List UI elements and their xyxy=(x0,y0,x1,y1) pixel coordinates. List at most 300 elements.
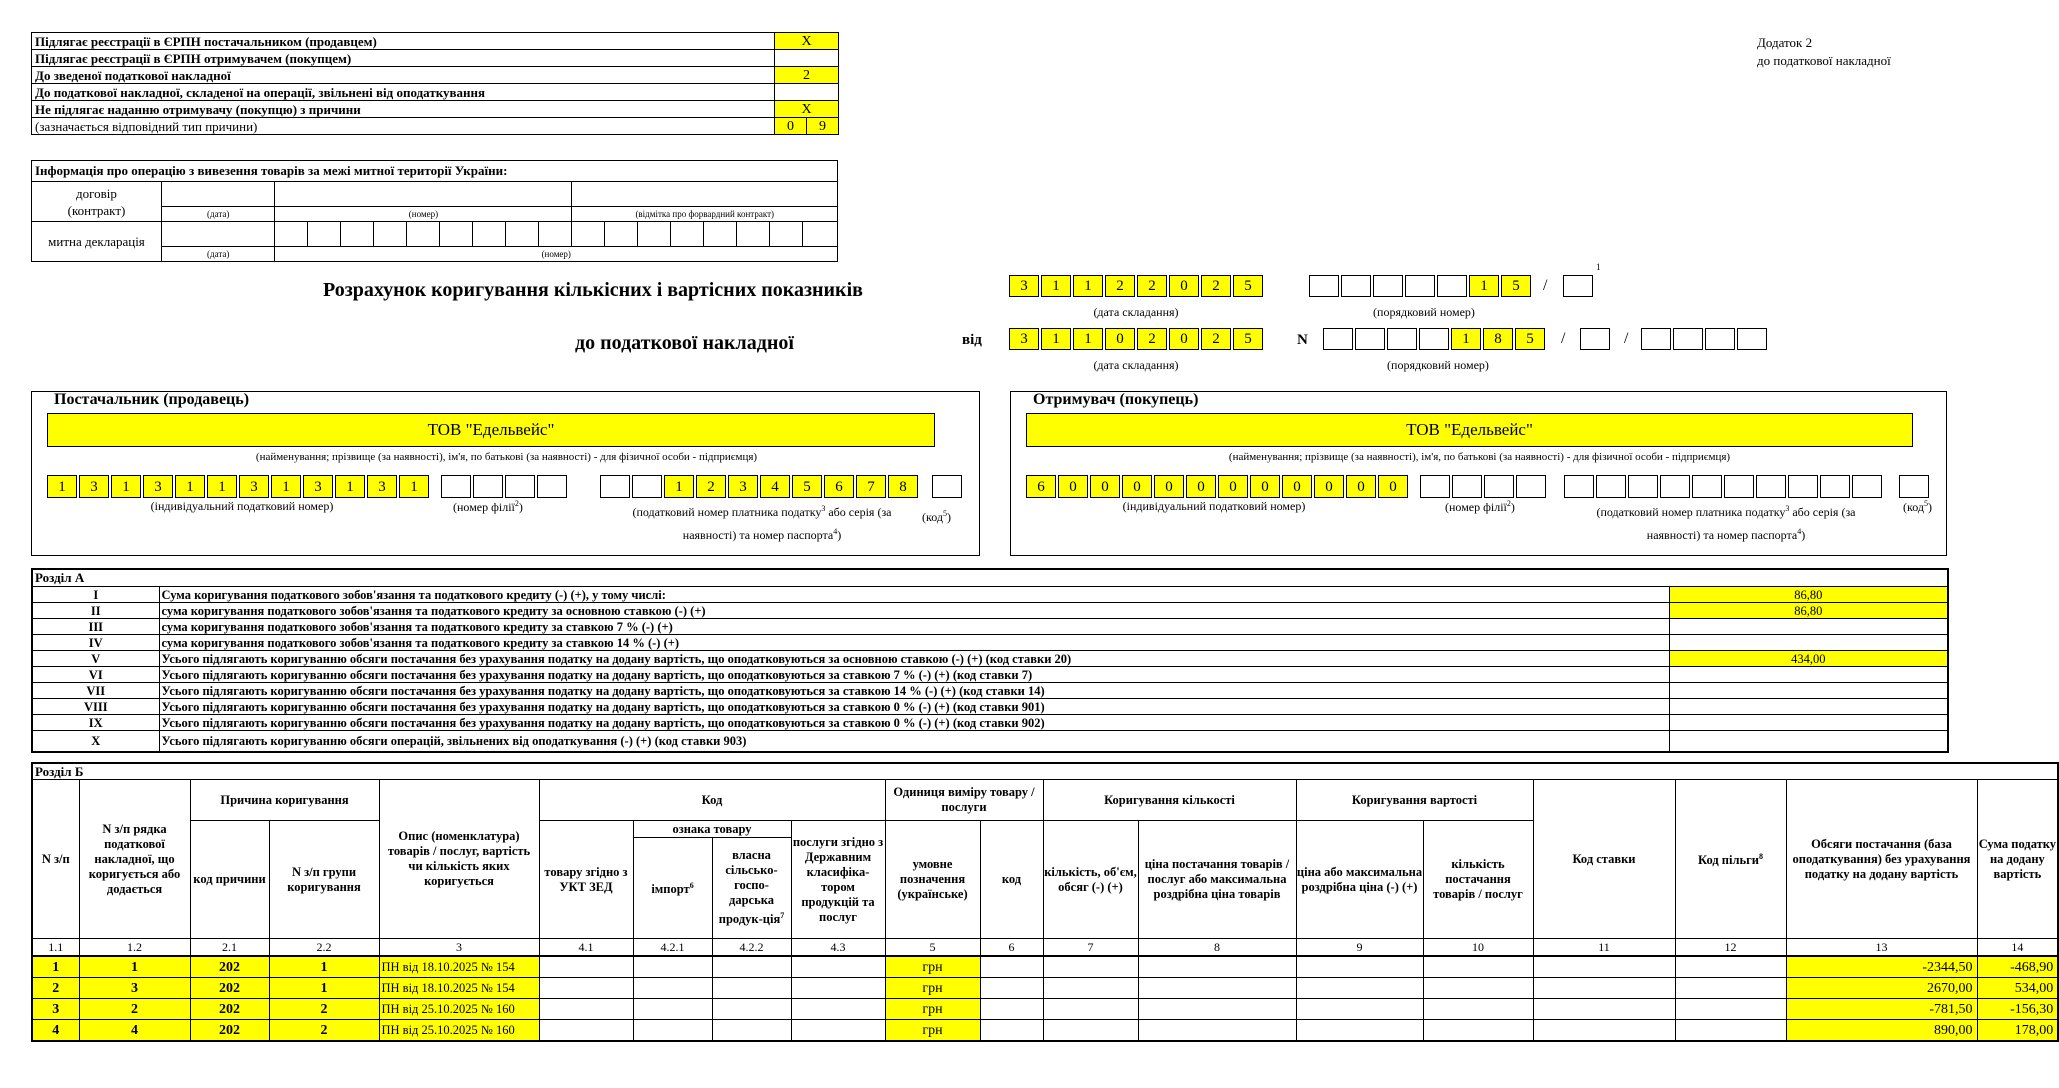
table-row xyxy=(32,999,2058,1020)
digit-box[interactable] xyxy=(1323,328,1353,350)
digit-box[interactable]: 0 xyxy=(1169,328,1199,350)
section-b-table xyxy=(31,762,2059,1042)
digit-box[interactable]: 3 xyxy=(1009,275,1039,297)
section-a-row-number: VII xyxy=(32,683,159,699)
supplier-ipn-boxes[interactable] xyxy=(47,475,431,498)
invoice-number-caption: (порядковий номер) xyxy=(1387,358,1489,372)
cell-empty[interactable] xyxy=(1533,978,1675,999)
digit-box[interactable]: 6 xyxy=(1026,475,1056,498)
cell-base[interactable]: 2670,00 xyxy=(1786,978,1977,999)
cell-empty[interactable] xyxy=(1423,999,1533,1020)
digit-box[interactable]: 2 xyxy=(1137,328,1167,350)
digit-box[interactable]: 3 xyxy=(79,475,109,498)
cell-empty[interactable] xyxy=(1043,999,1138,1020)
buyer-taxid-caption: (податковий номер платника податку$^3$ або серія (за наявності) та номер паспорта$^4$) xyxy=(1596,504,1856,542)
digit-box[interactable]: 1 xyxy=(1469,275,1499,297)
superscript-1: 1 xyxy=(1596,262,1601,272)
cell-vat[interactable]: -156,30 xyxy=(1977,999,2058,1020)
digit-box[interactable]: 5 xyxy=(1501,275,1531,297)
digit-box[interactable] xyxy=(1419,328,1449,350)
supplier-code-box[interactable] xyxy=(932,475,962,498)
digit-box[interactable] xyxy=(632,475,662,498)
section-a-row-number: X xyxy=(32,731,159,753)
digit-box[interactable]: 1 xyxy=(47,475,77,498)
col-h6: код xyxy=(980,821,1043,939)
cell-base[interactable]: 890,00 xyxy=(1786,1020,1977,1042)
col-h4-3: послуги згідно з Державним класифіка-тором продукцій та послуг xyxy=(791,821,885,939)
digit-box[interactable]: 1 xyxy=(1041,275,1071,297)
col-h1-2: N з/п рядка податкової накладної, що коригується або додається xyxy=(79,780,190,939)
invoice-number-boxes[interactable] xyxy=(1323,328,1547,350)
digit-box[interactable]: 2 xyxy=(1137,275,1167,297)
section-a-row-text: сума коригування податкового зобов'язання та податкового кредиту за ставкою 7 % (-) (+) xyxy=(159,619,1669,635)
section-a-row-value[interactable] xyxy=(1669,635,1948,651)
cell-n[interactable]: 4 xyxy=(32,1020,79,1042)
registration-label: Не підлягає наданню отримувачу (покупцю) з причини xyxy=(32,101,775,118)
cell-unit[interactable]: грн xyxy=(885,999,980,1020)
digit-box[interactable]: 5 xyxy=(792,475,822,498)
col-h7-8: Коригування кількості xyxy=(1043,780,1296,821)
digit-box[interactable]: 1 xyxy=(271,475,301,498)
registration-label: До податкової накладної, складеної на операції, звільнені від оподаткування xyxy=(32,84,775,101)
document-subtitle: до податкової накладної xyxy=(575,332,794,354)
registration-row xyxy=(32,84,839,101)
section-a-row-value[interactable] xyxy=(1669,619,1948,635)
cell-code[interactable]: 202 xyxy=(190,978,269,999)
cell-code[interactable]: 202 xyxy=(190,1020,269,1042)
cell-empty[interactable] xyxy=(633,1020,712,1042)
reason-code-digit[interactable]: 9 xyxy=(807,118,839,135)
column-number: 4.2.2 xyxy=(712,939,791,957)
invoice-suffix-box-1[interactable] xyxy=(1580,328,1610,350)
registration-value[interactable]: 2 xyxy=(775,67,839,84)
cell-empty[interactable] xyxy=(980,999,1043,1020)
registration-value[interactable] xyxy=(775,84,839,101)
col-h5-6: Одиниця виміру товару / послуги xyxy=(885,780,1043,821)
digit-box[interactable]: 0 xyxy=(1250,475,1280,498)
cell-empty[interactable] xyxy=(1533,1020,1675,1042)
digit-box[interactable]: 3 xyxy=(728,475,758,498)
digit-box[interactable] xyxy=(1756,475,1786,498)
cell-n[interactable]: 3 xyxy=(32,999,79,1020)
digit-box[interactable]: 1 xyxy=(111,475,141,498)
cell-empty[interactable] xyxy=(1296,1020,1423,1042)
digit-box[interactable]: 0 xyxy=(1105,328,1135,350)
digit-box[interactable]: 1 xyxy=(1041,328,1071,350)
reason-row xyxy=(32,118,839,135)
column-number: 10 xyxy=(1423,939,1533,957)
cell-empty[interactable] xyxy=(633,978,712,999)
column-number: 12 xyxy=(1675,939,1786,957)
cell-unit[interactable]: грн xyxy=(885,978,980,999)
cell-empty[interactable] xyxy=(1675,956,1786,978)
col-h9: ціна або максимальна роздрібна ціна (-) (+) xyxy=(1296,821,1423,939)
registration-label: До зведеної податкової накладної xyxy=(32,67,775,84)
buyer-name[interactable]: ТОВ "Едельвейс" xyxy=(1026,413,1913,447)
col-h2-2: N з/п групи коригування xyxy=(269,821,379,939)
section-a-row xyxy=(32,715,1948,731)
digit-box[interactable] xyxy=(1387,328,1417,350)
calc-number-suffix-box[interactable] xyxy=(1563,275,1593,297)
digit-box[interactable] xyxy=(1564,475,1594,498)
section-a-row xyxy=(32,667,1948,683)
col-h5: умовне позначення (українське) xyxy=(885,821,980,939)
contract-number-caption: (номер) xyxy=(275,207,572,222)
cell-base[interactable]: -2344,50 xyxy=(1786,956,1977,978)
supplier-branch-caption: (номер філії$^2$) xyxy=(453,499,523,514)
contract-number-field[interactable] xyxy=(275,182,572,207)
section-a-row-text: Усього підлягають коригуванню обсяги постачання без урахування податку на додану вартість, що оподатковуються за ставкою 14 % (-) (+) (код ставки 14) xyxy=(159,683,1669,699)
cell-line[interactable]: 3 xyxy=(79,978,190,999)
digit-box[interactable]: 1 xyxy=(207,475,237,498)
registration-row xyxy=(32,50,839,67)
digit-box[interactable]: 2 xyxy=(1105,275,1135,297)
cell-desc[interactable]: ПН від 18.10.2025 № 154 xyxy=(379,956,539,978)
digit-box[interactable] xyxy=(1405,275,1435,297)
cell-n[interactable]: 2 xyxy=(32,978,79,999)
cell-empty[interactable] xyxy=(712,999,791,1020)
digit-box[interactable]: 3 xyxy=(239,475,269,498)
cell-line[interactable]: 4 xyxy=(79,1020,190,1042)
cell-empty[interactable] xyxy=(791,956,885,978)
column-number: 2.1 xyxy=(190,939,269,957)
cell-empty[interactable] xyxy=(1138,999,1296,1020)
digit-box[interactable]: 1 xyxy=(399,475,429,498)
cell-empty[interactable] xyxy=(712,978,791,999)
col-h2: Причина коригування xyxy=(190,780,379,821)
cell-empty[interactable] xyxy=(1043,1020,1138,1042)
calc-number-boxes[interactable] xyxy=(1309,275,1533,297)
digit-box[interactable]: 0 xyxy=(1169,275,1199,297)
cell-empty[interactable] xyxy=(712,1020,791,1042)
digit-box[interactable]: 0 xyxy=(1122,475,1152,498)
digit-box[interactable] xyxy=(1596,475,1626,498)
digit-box[interactable]: 3 xyxy=(143,475,173,498)
section-a-row-text: Усього підлягають коригуванню обсяги постачання без урахування податку на додану вартість, що оподатковуються за основною ставкою (-) (+) (код ставки 20) xyxy=(159,651,1669,667)
contract-date-field[interactable] xyxy=(161,182,274,207)
registration-value[interactable]: X xyxy=(775,33,839,50)
customs-date-field[interactable] xyxy=(161,222,274,247)
digit-box[interactable]: 2 xyxy=(1201,328,1231,350)
section-a-row-number: VI xyxy=(32,667,159,683)
cell-empty[interactable] xyxy=(1138,1020,1296,1042)
section-a-row-value[interactable]: 86,80 xyxy=(1669,603,1948,619)
digit-box[interactable]: 4 xyxy=(760,475,790,498)
col-h4-2-2: власна сільсько-госпо-дарська продук-ція$^7$ xyxy=(712,838,791,939)
calc-date-boxes[interactable] xyxy=(1009,275,1265,297)
digit-box[interactable]: 5 xyxy=(1233,275,1263,297)
reason-note: (зазначається відповідний тип причини) xyxy=(32,118,775,135)
column-number: 2.2 xyxy=(269,939,379,957)
buyer-branch-boxes[interactable] xyxy=(1420,475,1548,498)
calc-slash: / xyxy=(1543,277,1548,294)
col-h4: Код xyxy=(539,780,885,821)
supplier-name-caption: (найменування; прізвище (за наявності), ім'я, по батькові (за наявності) - для фізичної особи - підприємця) xyxy=(255,451,758,463)
digit-box[interactable] xyxy=(600,475,630,498)
cell-empty[interactable] xyxy=(1296,978,1423,999)
digit-box[interactable]: 2 xyxy=(696,475,726,498)
col-h7: кількість, об'єм, обсяг (-) (+) xyxy=(1043,821,1138,939)
digit-box[interactable] xyxy=(1341,275,1371,297)
section-a-row xyxy=(32,635,1948,651)
col-h3: Опис (номенклатура) товарів / послуг, вартість чи кількість яких коригується xyxy=(379,780,539,939)
cell-empty[interactable] xyxy=(1423,978,1533,999)
col-h14: Сума податку на додану вартість xyxy=(1977,780,2058,939)
cell-base[interactable]: -781,50 xyxy=(1786,999,1977,1020)
cell-group[interactable]: 1 xyxy=(269,956,379,978)
cell-empty[interactable] xyxy=(1675,999,1786,1020)
column-number: 14 xyxy=(1977,939,2058,957)
invoice-date-boxes[interactable] xyxy=(1009,328,1265,350)
supplier-name[interactable]: ТОВ "Едельвейс" xyxy=(47,413,935,447)
cell-empty[interactable] xyxy=(1423,1020,1533,1042)
invoice-suffix-boxes-2[interactable] xyxy=(1641,328,1769,350)
digit-box[interactable]: 0 xyxy=(1218,475,1248,498)
digit-box[interactable]: 5 xyxy=(1233,328,1263,350)
digit-box[interactable] xyxy=(1852,475,1882,498)
digit-box[interactable] xyxy=(1660,475,1690,498)
digit-box[interactable] xyxy=(1628,475,1658,498)
buyer-ipn-caption: (індивідуальний податковий номер) xyxy=(1122,499,1306,513)
cell-empty[interactable] xyxy=(712,956,791,978)
cell-empty[interactable] xyxy=(980,978,1043,999)
cell-empty[interactable] xyxy=(980,956,1043,978)
registration-value[interactable]: X xyxy=(775,101,839,118)
cell-desc[interactable]: ПН від 25.10.2025 № 160 xyxy=(379,1020,539,1042)
supplier-block xyxy=(31,391,980,556)
digit-box[interactable] xyxy=(1309,275,1339,297)
appendix-note xyxy=(1757,34,1891,70)
appendix-line-1: Додаток 2 xyxy=(1757,35,1813,50)
column-number: 8 xyxy=(1138,939,1296,957)
cell-line[interactable]: 1 xyxy=(79,956,190,978)
col-h1-1: N з/п xyxy=(32,780,79,939)
contract-forward-caption: (відмітка про форвардний контракт) xyxy=(572,207,838,222)
section-a-row-text: Усього підлягають коригуванню обсяги постачання без урахування податку на додану вартість, що оподатковуються за ставкою 7 % (-) (+) (код ставки 7) xyxy=(159,667,1669,683)
col-h13: Обсяги постачання (база оподаткування) без урахування податку на додану вартість xyxy=(1786,780,1977,939)
contract-forward-field[interactable] xyxy=(572,182,838,207)
digit-box[interactable]: 8 xyxy=(1483,328,1513,350)
digit-box[interactable] xyxy=(1437,275,1467,297)
cell-empty[interactable] xyxy=(1423,956,1533,978)
col-h4-1: товару згідно з УКТ ЗЕД xyxy=(539,821,633,939)
cell-empty[interactable] xyxy=(539,1020,633,1042)
cell-vat[interactable]: 534,00 xyxy=(1977,978,2058,999)
buyer-block xyxy=(1010,391,1947,556)
digit-box[interactable] xyxy=(1724,475,1754,498)
column-number: 3 xyxy=(379,939,539,957)
cell-empty[interactable] xyxy=(1138,956,1296,978)
section-a-row-value[interactable]: 86,80 xyxy=(1669,587,1948,603)
digit-box[interactable]: 1 xyxy=(1073,328,1103,350)
digit-box[interactable]: 5 xyxy=(1515,328,1545,350)
contract-label-1: договір xyxy=(76,185,117,201)
section-a-row-value[interactable] xyxy=(1669,699,1948,715)
digit-box[interactable]: 3 xyxy=(367,475,397,498)
cell-n[interactable]: 1 xyxy=(32,956,79,978)
digit-box[interactable]: 8 xyxy=(888,475,918,498)
digit-box[interactable]: 6 xyxy=(824,475,854,498)
section-a-row-value[interactable] xyxy=(1669,715,1948,731)
column-number: 4.2.1 xyxy=(633,939,712,957)
export-info-table xyxy=(31,160,838,262)
cell-empty[interactable] xyxy=(539,956,633,978)
digit-box[interactable] xyxy=(1692,475,1722,498)
section-a-row xyxy=(32,587,1948,603)
col-h10: кількість постачання товарів / послуг xyxy=(1423,821,1533,939)
digit-box[interactable]: 0 xyxy=(1346,475,1376,498)
col-h4-2-1: імпорт$^6$ xyxy=(633,838,712,939)
cell-empty[interactable] xyxy=(1296,999,1423,1020)
registration-row xyxy=(32,67,839,84)
section-a-row xyxy=(32,699,1948,715)
cell-empty[interactable] xyxy=(1296,956,1423,978)
col-h8: ціна постачання товарів / послуг або максимальна роздрібна ціна товарів xyxy=(1138,821,1296,939)
registration-label: Підлягає реєстрації в ЄРПН постачальником (продавцем) xyxy=(32,33,775,50)
section-a-row xyxy=(32,603,1948,619)
cell-desc[interactable]: ПН від 18.10.2025 № 154 xyxy=(379,978,539,999)
section-a-row-value[interactable] xyxy=(1669,683,1948,699)
supplier-taxid-caption: (податковий номер платника податку$^3$ або серія (за наявності) та номер паспорта$^4$) xyxy=(632,504,892,542)
registration-label: Підлягає реєстрації в ЄРПН отримувачем (покупцем) xyxy=(32,50,775,67)
cell-vat[interactable]: 178,00 xyxy=(1977,1020,2058,1042)
contract-label xyxy=(32,182,162,222)
column-number: 4.1 xyxy=(539,939,633,957)
col-h9-10: Коригування вартості xyxy=(1296,780,1533,821)
cell-empty[interactable] xyxy=(1533,956,1675,978)
digit-box[interactable] xyxy=(1373,275,1403,297)
cell-empty[interactable] xyxy=(633,956,712,978)
cell-empty[interactable] xyxy=(539,999,633,1020)
digit-box[interactable]: 2 xyxy=(1201,275,1231,297)
column-number: 7 xyxy=(1043,939,1138,957)
registration-table xyxy=(31,32,839,135)
section-a-title: Розділ А xyxy=(32,569,1948,587)
contract-date-caption: (дата) xyxy=(161,207,274,222)
digit-box[interactable]: 3 xyxy=(1009,328,1039,350)
cell-group[interactable]: 2 xyxy=(269,999,379,1020)
section-a-row-text: Усього підлягають коригуванню обсяги постачання без урахування податку на додану вартість, що оподатковуються за ставкою 0 % (-) (+) (код ставки 902) xyxy=(159,715,1669,731)
cell-empty[interactable] xyxy=(1043,956,1138,978)
column-number: 9 xyxy=(1296,939,1423,957)
cell-empty[interactable] xyxy=(980,1020,1043,1042)
invoice-slash-1: / xyxy=(1561,330,1566,347)
document-title: Розрахунок коригування кількісних і вартісних показників xyxy=(323,279,863,301)
buyer-code-caption: (код$^5$) xyxy=(1903,499,1932,514)
cell-desc[interactable]: ПН від 25.10.2025 № 160 xyxy=(379,999,539,1020)
supplier-taxid-boxes[interactable] xyxy=(600,475,920,498)
cell-empty[interactable] xyxy=(539,978,633,999)
cell-unit[interactable]: грн xyxy=(885,1020,980,1042)
export-title: Інформація про операцію з вивезення товарів за межі митної території України: xyxy=(32,161,838,182)
cell-empty[interactable] xyxy=(1138,978,1296,999)
digit-box[interactable]: 1 xyxy=(335,475,365,498)
cell-empty[interactable] xyxy=(791,978,885,999)
digit-box[interactable]: 1 xyxy=(664,475,694,498)
digit-box[interactable]: 0 xyxy=(1282,475,1312,498)
customs-label: митна декларація xyxy=(32,222,162,262)
cell-code[interactable]: 202 xyxy=(190,999,269,1020)
section-a-row-number: III xyxy=(32,619,159,635)
digit-box[interactable]: 0 xyxy=(1378,475,1408,498)
buyer-code-box[interactable] xyxy=(1899,475,1929,498)
section-a-row-number: I xyxy=(32,587,159,603)
invoice-slash-2: / xyxy=(1624,330,1629,347)
supplier-code-caption: (код$^5$) xyxy=(922,509,951,524)
section-b-title: Розділ Б xyxy=(32,763,2058,780)
buyer-ipn-boxes[interactable] xyxy=(1026,475,1410,498)
digit-box[interactable]: 1 xyxy=(1451,328,1481,350)
digit-box[interactable]: 3 xyxy=(303,475,333,498)
section-a-row-text: Усього підлягають коригуванню обсяги операцій, звільнених від оподаткування (-) (+) (код ставки 903) xyxy=(159,731,1669,753)
section-a-row xyxy=(32,619,1948,635)
cell-code[interactable]: 202 xyxy=(190,956,269,978)
cell-empty[interactable] xyxy=(1675,1020,1786,1042)
section-a-row-value[interactable] xyxy=(1669,731,1948,753)
section-a-row-number: V xyxy=(32,651,159,667)
section-a-row-text: Сума коригування податкового зобов'язання та податкового кредиту (-) (+), у тому числі: xyxy=(159,587,1669,603)
cell-vat[interactable]: -468,90 xyxy=(1977,956,2058,978)
digit-box[interactable]: 1 xyxy=(1073,275,1103,297)
cell-empty[interactable] xyxy=(633,999,712,1020)
buyer-name-caption: (найменування; прізвище (за наявності), ім'я, по батькові (за наявності) - для фізичної особи - підприємця) xyxy=(1228,451,1731,463)
registration-value[interactable] xyxy=(775,50,839,67)
digit-box[interactable] xyxy=(1820,475,1850,498)
cell-group[interactable]: 1 xyxy=(269,978,379,999)
cell-empty[interactable] xyxy=(791,999,885,1020)
cell-line[interactable]: 2 xyxy=(79,999,190,1020)
section-a-row xyxy=(32,731,1948,753)
reason-code-digit[interactable]: 0 xyxy=(775,118,807,135)
column-number: 13 xyxy=(1786,939,1977,957)
from-label: від xyxy=(962,332,982,348)
digit-box[interactable]: 0 xyxy=(1090,475,1120,498)
digit-box[interactable]: 1 xyxy=(175,475,205,498)
digit-box[interactable]: 0 xyxy=(1154,475,1184,498)
section-a-row-value[interactable] xyxy=(1669,667,1948,683)
digit-box[interactable]: 0 xyxy=(1058,475,1088,498)
cell-empty[interactable] xyxy=(1675,978,1786,999)
cell-empty[interactable] xyxy=(1533,999,1675,1020)
cell-group[interactable]: 2 xyxy=(269,1020,379,1042)
cell-empty[interactable] xyxy=(1043,978,1138,999)
digit-box[interactable]: 0 xyxy=(1186,475,1216,498)
digit-box[interactable] xyxy=(1788,475,1818,498)
n-label: N xyxy=(1297,332,1308,348)
digit-box[interactable]: 7 xyxy=(856,475,886,498)
contract-label-2: (контракт) xyxy=(67,202,126,218)
column-number: 1.1 xyxy=(32,939,79,957)
calc-date-caption: (дата складання) xyxy=(1093,305,1179,319)
supplier-ipn-caption: (індивідуальний податковий номер) xyxy=(150,499,334,513)
col-h12: Код пільги$^8$ xyxy=(1675,780,1786,939)
buyer-branch-caption: (номер філії$^2$) xyxy=(1445,499,1515,514)
invoice-date-caption: (дата складання) xyxy=(1093,358,1179,372)
cell-empty[interactable] xyxy=(791,1020,885,1042)
digit-box[interactable] xyxy=(1355,328,1385,350)
buyer-taxid-boxes[interactable] xyxy=(1564,475,1884,498)
digit-box[interactable]: 0 xyxy=(1314,475,1344,498)
supplier-header: Постачальник (продавець) xyxy=(54,391,250,408)
section-a-row-text: сума коригування податкового зобов'язання та податкового кредиту за основною ставкою (-) (+) xyxy=(159,603,1669,619)
section-a-row-value[interactable]: 434,00 xyxy=(1669,651,1948,667)
buyer-header: Отримувач (покупець) xyxy=(1033,391,1199,408)
section-a-row-number: IV xyxy=(32,635,159,651)
column-number: 6 xyxy=(980,939,1043,957)
supplier-branch-boxes[interactable] xyxy=(441,475,569,498)
cell-unit[interactable]: грн xyxy=(885,956,980,978)
section-a-row-number: II xyxy=(32,603,159,619)
